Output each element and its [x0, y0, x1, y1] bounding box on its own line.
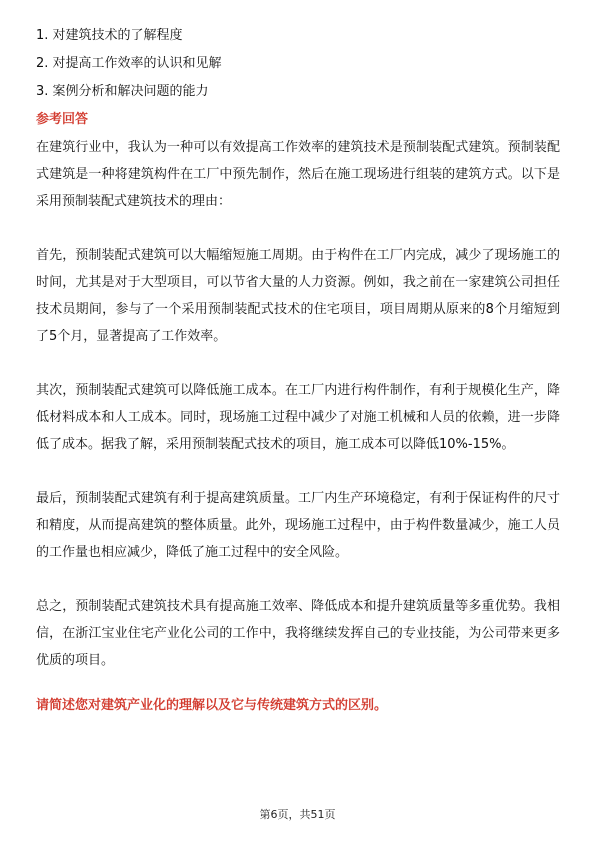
- answer-intro: 在建筑行业中，我认为一种可以有效提高工作效率的建筑技术是预制装配式建筑。预制装配式建筑是一种将建筑构件在工厂中预先制作，然后在施工现场进行组装的建筑方式。以下是采用预制装配式建筑技术的理由：: [36, 140, 560, 209]
- answer-heading: 参考回答: [36, 112, 89, 127]
- answer-paragraph-2: 其次，预制装配式建筑可以降低施工成本。在工厂内进行构件制作，有利于规模化生产，降低材料成本和人工成本。同时，现场施工过程中减少了对施工机械和人员的依赖，进一步降低了成本。据我了解，采用预制装配式技术的项目，施工成本可以降低10%-15%。: [36, 383, 560, 452]
- criteria-item-2: 2. 对提高工作效率的认识和见解: [36, 56, 222, 71]
- criteria-item-1: 1. 对建筑技术的了解程度: [36, 28, 183, 43]
- answer-paragraph-3: 最后，预制装配式建筑有利于提高建筑质量。工厂内生产环境稳定，有利于保证构件的尺寸和精度，从而提高建筑的整体质量。此外，现场施工过程中，由于构件数量减少，施工人员的工作量也相应减少，降低了施工过程中的安全风险。: [36, 491, 560, 560]
- answer-paragraph-1: 首先，预制装配式建筑可以大幅缩短施工周期。由于构件在工厂内完成，减少了现场施工的时间，尤其是对于大型项目，可以节省大量的人力资源。例如，我之前在一家建筑公司担任技术员期间，参与了一个采用预制装配式技术的住宅项目，项目周期从原来的8个月缩短到了5个月，显著提高了工作效率。: [36, 248, 560, 344]
- page-content: [36, 26, 560, 716]
- page-number: 第6页，共51页: [259, 808, 336, 821]
- next-question: 请简述您对建筑产业化的理解以及它与传统建筑方式的区别。: [36, 698, 388, 713]
- criteria-item-3: 3. 案例分析和解决问题的能力: [36, 84, 209, 99]
- answer-paragraph-4: 总之，预制装配式建筑技术具有提高施工效率、降低成本和提升建筑质量等多重优势。我相信，在浙江宝业住宅产业化公司的工作中，我将继续发挥自己的专业技能，为公司带来更多优质的项目。: [36, 599, 560, 668]
